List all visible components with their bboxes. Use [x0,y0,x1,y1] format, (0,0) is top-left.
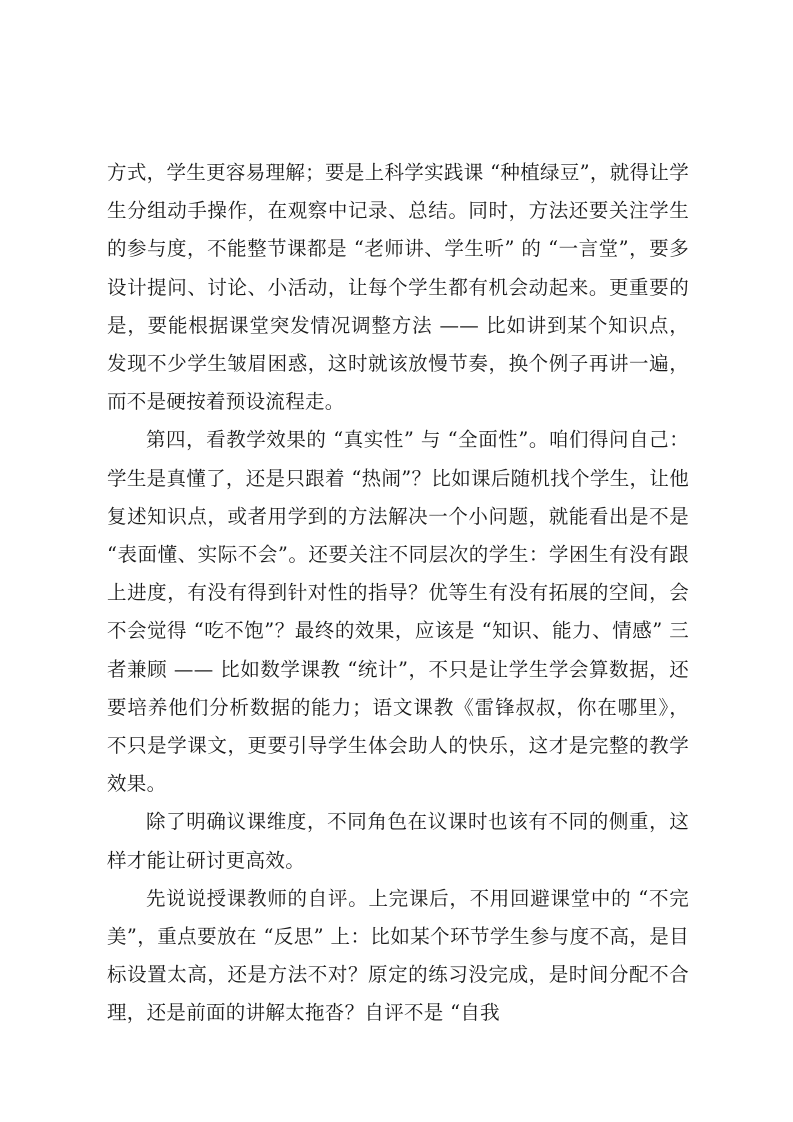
paragraph-fourth-point: 第四，看教学效果的 “真实性” 与 “全面性”。咱们得问自己：学生是真懂了，还是只跟着 “热闹”？比如课后随机找个学生，让他复述知识点，或者用学到的方法解决一个小问题，就能看出是不是 “表面懂、实际不会”。还要关注不同层次的学生：学困生有没有跟上进度，有没有得到针对性的指导？优等生有没有拓展的空间，会不会觉得 “吃不饱”？最终的效果，应该是 “知识、能力、情感” 三者兼顾 —— 比如数学课教 “统计”，不只是让学生学会算数据，还要培养他们分析数据的能力；语文课教《雷锋叔叔，你在哪里》，不只是学课文，更要引导学生体会助人的快乐，这才是完整的教学效果。 [107,428,689,796]
paragraph-method-continued: 方式，学生更容易理解；要是上科学实践课 “种植绿豆”，就得让学生分组动手操作，在观察中记录、总结。同时，方法还要关注学生的参与度，不能整节课都是 “老师讲、学生听” 的 “一言堂”，要多设计提问、讨论、小活动，让每个学生都有机会动起来。更重要的是，要能根据课堂突发情况调整方法 —— 比如讲到某个知识点，发现不少学生皱眉困惑，这时就该放慢节奏，换个例子再讲一遍，而不是硬按着预设流程走。 [107,161,689,414]
paragraph-role-transition: 除了明确议课维度，不同角色在议课时也该有不同的侧重，这样才能让研讨更高效。 [107,810,689,872]
body-text [107,154,689,1033]
paragraph-teacher-self-review: 先说说授课教师的自评。上完课后，不用回避课堂中的 “不完美”，重点要放在 “反思” 上：比如某个环节学生参与度不高，是目标设置太高，还是方法不对？原定的练习没完成，是时间分配不合理，还是前面的讲解太拖沓？自评不是 “自我 [107,886,689,1025]
